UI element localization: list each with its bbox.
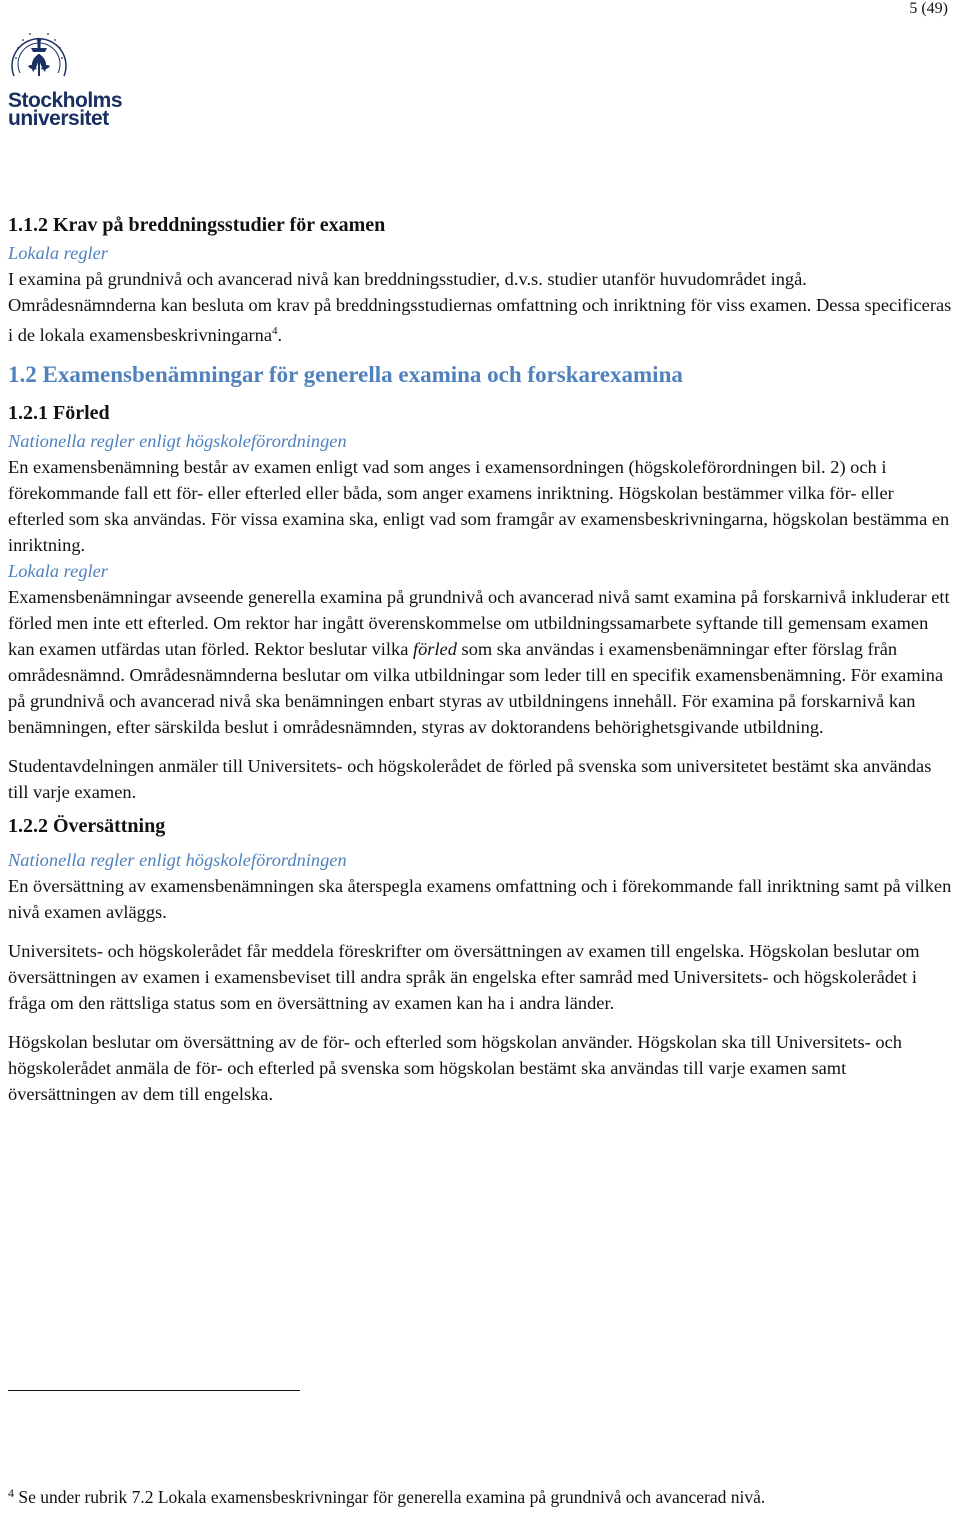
section-heading-1-2-2: 1.2.2 Översättning	[8, 815, 166, 838]
section-heading-1-2: 1.2 Examensbenämningar för generella examina och forskarexamina	[8, 362, 683, 388]
paragraph: Högskolan beslutar om översättning av de för- och efterled som högskolan använder. Högskolan ska till Universitets- och högskolerådet anmäla de för- och efterled på svenska som högskolan bestämt ska användas till varje examen samt översättningen av dem till engelska.	[8, 1032, 902, 1105]
page-number: 5 (49)	[909, 0, 948, 17]
footnote-reference[interactable]: 4	[272, 325, 278, 337]
footnote-separator	[8, 1390, 300, 1391]
paragraph-text: Examensbenämningar avseende generella examina på grundnivå och avancerad nivå samt examina på forskarnivå inkluderar ett förled men inte ett efterled. Om rektor har ingått överenskommelse om utbildningssamarbete syftande till gemensam examen kan examen utfärdas utan förled. Rektor beslutar vilka	[8, 587, 950, 660]
paragraph: Studentavdelningen anmäler till Universitets- och högskolerådet de förled på svenska som universitetet bestämt ska användas till varje examen.	[8, 756, 932, 803]
paragraph-text: I examina på grundnivå och avancerad nivå kan breddningsstudier, d.v.s. studier utanför huvudområdet ingå. Områdesnämnderna kan besluta om krav på breddningsstudiernas omfattning och inriktning för viss examen. Dessa specificeras i de lokala examensbeskrivningarna	[8, 269, 952, 346]
footnote-number: 4	[8, 1486, 14, 1500]
emphasis-text: förled	[412, 639, 457, 660]
national-rules-label: Nationella regler enligt högskoleförordningen	[8, 850, 347, 871]
footnote	[8, 1482, 948, 1509]
local-rules-label: Lokala regler	[8, 561, 108, 582]
local-rules-label: Lokala regler	[8, 243, 108, 263]
paragraph-text: som ska användas i examensbenämningar efter förslag från områdesnämnd. Områdesnämnderna beslutar om vilka utbildningar som leder till en specifik examensbenämning. För examina på grundnivå och avancerad nivå ska benämningen enbart styras av utbildningens innehåll. För examina på forskarnivå kan benämningen, efter särskilda beslut i områdesnämnden, styras av doktorandens behörighetsgivande utbildning.	[8, 639, 944, 738]
paragraph	[8, 584, 953, 740]
section-heading-1-2-1: 1.2.1 Förled	[8, 402, 110, 425]
university-logo	[8, 28, 128, 128]
section-heading-1-1-2: 1.1.2 Krav på breddningsstudier för examen	[8, 214, 386, 236]
footnote-text: Se under rubrik 7.2 Lokala examensbeskrivningar för generella examina på grundnivå och avancerad nivå.	[18, 1487, 766, 1507]
paragraph: Universitets- och högskolerådet får meddela föreskrifter om översättningen av examen till engelska. Högskolan beslutar om översättningen av examen i examensbeviset till andra språk än engelska efter samråd med Universitets- och högskolerådet i fråga om den rättsliga status som en översättning av examen kan ha i andra länder.	[8, 941, 920, 1014]
logo-text-line1: Stockholms	[8, 89, 123, 112]
paragraph: En examensbenämning består av examen enligt vad som anges i examensordningen (högskoleförordningen bil. 2) och i förekommande fall ett för- eller efterled eller båda, som anger examens inriktning. Högskolan bestämmer vilka för- eller efterled som ska användas. För vissa examina ska, enligt vad som framgår av examensbeskrivningarna, högskolan bestämma en inriktning.	[8, 457, 950, 556]
university-seal-icon	[8, 28, 70, 86]
paragraph	[8, 266, 953, 348]
paragraph: En översättning av examensbenämningen ska återspegla examens omfattning och i förekommande fall inriktning samt på vilken nivå examen avläggs.	[8, 876, 952, 923]
paragraph-end: .	[277, 325, 283, 346]
logo-text-line2: universitet	[8, 107, 109, 130]
document-body	[8, 210, 953, 1107]
national-rules-label: Nationella regler enligt högskoleförordningen	[8, 431, 347, 452]
